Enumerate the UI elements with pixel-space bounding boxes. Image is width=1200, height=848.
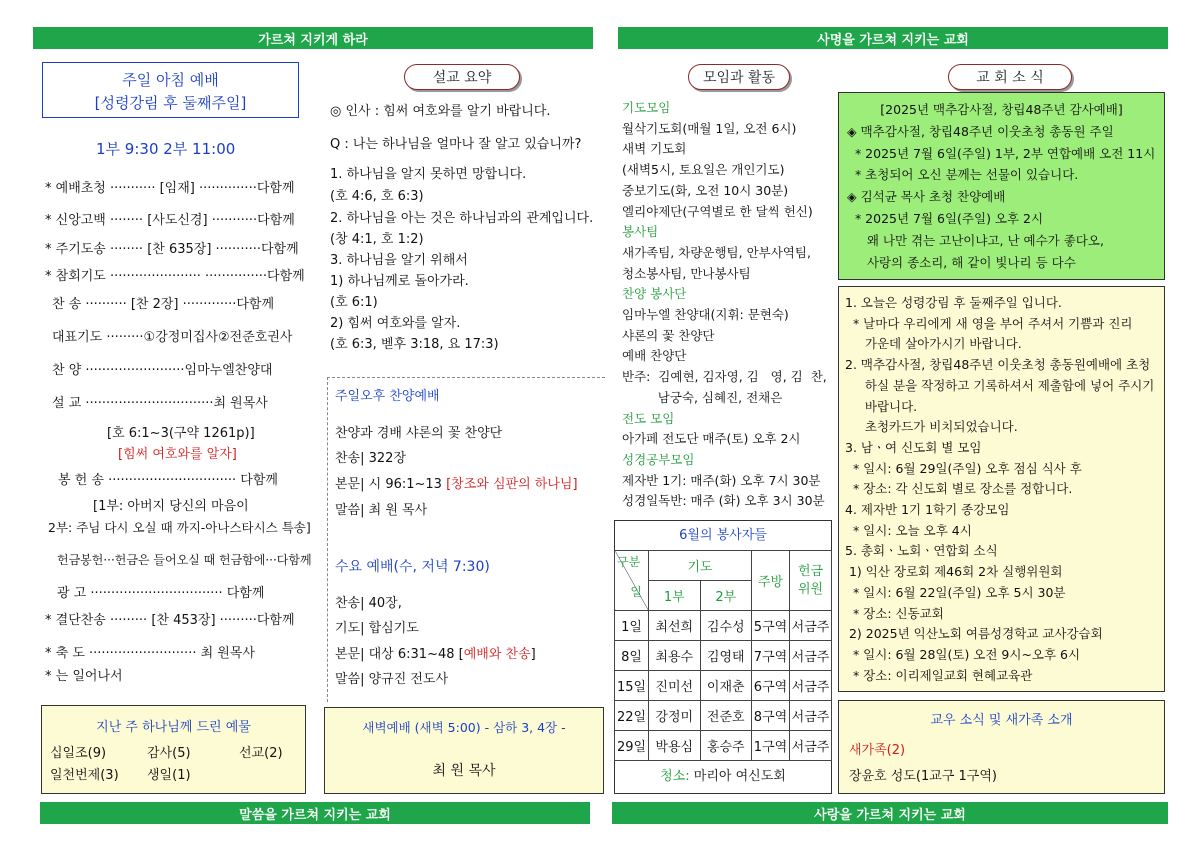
summary-line: Q : 나는 하나님을 얼마나 잘 알고 있습니까?	[330, 137, 582, 152]
news-green-line: 사랑의 종소리, 해 같이 빛나리 등 다수	[847, 254, 1076, 270]
green-lines	[839, 93, 1164, 273]
news-yellow-line: 가운데 살아가시기 바랍니다.	[845, 336, 1022, 352]
summary-line: 1) 하나님께로 돌아가라.	[330, 274, 469, 289]
summary-line: 2. 하나님을 아는 것은 하나님과의 관계입니다.	[330, 211, 594, 226]
activity-heading: 전도 모임	[622, 410, 675, 426]
header-bar-left: 가르쳐 지키게 하라	[33, 27, 593, 49]
summary-line: (호 6:3, 벧후 3:18, 요 17:3)	[330, 337, 499, 352]
activity-item: 월삭기도회(매월 1일, 오전 6시)	[622, 120, 797, 136]
new-family-person: 장윤호 성도(1교구 1구역)	[849, 769, 997, 784]
news-yellow-line: * 날마다 우리에게 새 영을 부어 주셔서 기쁨과 진리	[845, 315, 1133, 331]
order-item: * 신앙고백 ········ [사도신경] ···········다함께	[45, 213, 295, 228]
table-cell: 8일	[615, 641, 649, 671]
wednesday-line: 찬송| 40장,	[335, 596, 402, 611]
sermon-summary-label: 설교 요약	[404, 64, 520, 90]
order-item: 설 교 ·······························최 원목사	[52, 396, 268, 411]
servants-body	[615, 611, 832, 761]
offering-item: 헌금봉헌···헌금은 들어오실 때 헌금함에···다함께	[57, 553, 312, 567]
table-cell: 김수성	[700, 611, 752, 641]
table-row	[615, 701, 832, 731]
news-yellow-line: 2. 맥추감사절, 창립48주년 이웃초청 총동원예배에 초청	[845, 357, 1151, 373]
header-gubun: 구분	[617, 555, 641, 569]
news-yellow-line: 3. 남ㆍ여 신도회 별 모임	[845, 439, 982, 455]
activity-item: 제자반 1기: 매주(화) 오후 7시 30분	[622, 472, 821, 488]
news-yellow-line: 2) 2025년 익산노회 여름성경학교 교사강습회	[845, 626, 1103, 642]
news-yellow-line: * 장소: 각 신도회 별로 장소를 정합니다.	[845, 481, 1073, 497]
header-2bu: 2부	[700, 581, 752, 611]
header-corner	[615, 551, 649, 611]
table-cell: 22일	[615, 701, 649, 731]
activity-item: 예배 찬양단	[622, 348, 687, 364]
wednesday-text: ]	[530, 647, 536, 662]
footer-bar-left: 말씀을 가르쳐 지키는 교회	[40, 802, 590, 824]
table-cell: 서금주	[790, 611, 832, 641]
news-yellow-line: * 일시: 오늘 오후 4시	[845, 522, 972, 538]
activity-item: 엘리야제단(구역별로 한 달씩 헌신)	[622, 203, 813, 219]
table-cell: 강정미	[649, 701, 701, 731]
activity-heading: 찬양 봉사단	[622, 286, 687, 302]
offering-count: 십일조(9)	[50, 746, 107, 761]
footer-bar-right: 사랑을 가르쳐 지키는 교회	[612, 802, 1168, 824]
news-green-line: 왜 나만 겪는 고난이냐고, 난 예수가 좋다오,	[847, 232, 1104, 248]
worship-title: 주일 아침 예배	[122, 71, 219, 89]
offering-count: 생일(1)	[147, 768, 191, 783]
activity-heading: 기도모임	[622, 100, 671, 115]
header-il: 일	[630, 585, 642, 599]
news-yellow-line: 바랍니다.	[845, 398, 918, 414]
order-item: 찬 양 ························임마누엘찬양대	[52, 363, 273, 378]
table-cell: 29일	[615, 731, 649, 761]
news-yellow-line: * 일시: 6월 29일(주일) 오후 점심 식사 후	[845, 460, 1082, 476]
dawn-preacher: 최 원 목사	[432, 763, 496, 779]
table-cell: 서금주	[790, 671, 832, 701]
dawn-title: 새벽예배 (새벽 5:00) - 삼하 3, 4장 -	[362, 720, 566, 735]
table-cell: 박용심	[649, 731, 701, 761]
table-cell: 서금주	[790, 641, 832, 671]
table-cell: 서금주	[790, 731, 832, 761]
afternoon-title: 주일오후 찬양예배	[335, 389, 440, 404]
header-1bu: 1부	[649, 581, 701, 611]
activity-item: 중보기도(화, 오전 10시 30분)	[622, 182, 789, 198]
news-green-line: ◈ 맥추감사절, 창립48주년 이웃초청 총동원 주일	[847, 123, 1114, 139]
news-yellow-line: * 장소: 이리제일교회 현혜교육관	[845, 667, 1033, 683]
table-cell: 김영태	[700, 641, 752, 671]
header-offering-1: 헌금	[797, 563, 824, 579]
standing-note: * 는 일어나서	[45, 669, 123, 684]
order-item: * 참회기도 ······················ ···············다함께	[45, 269, 305, 284]
summary-line: 2) 힘써 여호와를 알자.	[330, 316, 461, 331]
new-family-label: 새가족(2)	[849, 743, 906, 758]
summary-line: (호 4:6, 호 6:3)	[330, 189, 424, 204]
activity-heading: 성경공부모임	[622, 451, 695, 467]
offering-count: 일천번제(3)	[50, 768, 119, 783]
order-item: * 예배초청 ··········· [임재] ··············다함께	[45, 181, 295, 196]
offering-count: 선교(2)	[239, 746, 283, 761]
table-row	[615, 671, 832, 701]
news-yellow-line: 1) 익산 장로회 제46회 2차 실행위원회	[845, 564, 1063, 580]
table-cell: 1구역	[752, 731, 790, 761]
cleaning-value: 마리아 여신도회	[689, 769, 786, 784]
cleaning-line	[614, 768, 832, 786]
servants-table	[614, 550, 832, 761]
activity-item: 새벽 기도회	[622, 141, 687, 157]
afternoon-text: 본문| 시 96:1~13	[335, 477, 447, 492]
table-cell: 최용수	[649, 641, 701, 671]
offerings-box	[41, 705, 306, 794]
summary-line: (창 4:1, 호 1:2)	[330, 232, 424, 247]
news-green-line: ◈ 김석균 목사 초청 찬양예배	[847, 189, 1006, 205]
afternoon-line: 찬양과 경배 샤론의 꽃 찬양단	[335, 426, 503, 441]
table-cell: 이재춘	[700, 671, 752, 701]
order-item: * 주기도송 ········ [찬 635장] ···········다함께	[45, 242, 299, 257]
table-cell: 전준호	[700, 701, 752, 731]
activity-heading: 봉사팀	[622, 224, 659, 240]
activity-item: 샤론의 꽃 찬양단	[622, 327, 715, 343]
news-yellow-line: 4. 제자반 1기 1학기 종강모임	[845, 502, 1010, 518]
table-cell: 홍승주	[700, 731, 752, 761]
header-bar-right: 사명을 가르쳐 지키는 교회	[618, 27, 1168, 49]
news-yellow-box	[838, 286, 1165, 692]
news-yellow-line: 초청카드가 비치되었습니다.	[845, 419, 1018, 435]
worship-title-box	[42, 62, 299, 118]
news-green-box	[838, 92, 1165, 280]
dawn-box	[324, 707, 604, 794]
table-row	[615, 611, 832, 641]
offering-note-2: 2부: 주님 다시 오실 때 까지-아나스타시스 특송]	[48, 520, 311, 535]
activity-item: 임마누엘 찬양대(지휘: 문현숙)	[622, 307, 789, 323]
table-cell: 8구역	[752, 701, 790, 731]
cleaning-label: 청소:	[660, 769, 690, 784]
table-cell: 15일	[615, 671, 649, 701]
wednesday-line: 기도| 합심기도	[335, 621, 419, 636]
header-kitchen: 주방	[752, 551, 790, 611]
news-yellow-line: 하실 분을 작정하고 기록하셔서 제출함에 넣어 주시기	[845, 377, 1155, 393]
news-yellow-line: 5. 총회ㆍ노회ㆍ연합회 소식	[845, 543, 998, 559]
offerings-title: 지난 주 하나님께 드린 예물	[96, 720, 251, 735]
summary-line: 1. 하나님을 알지 못하면 망합니다.	[330, 167, 527, 182]
news-label: 교 회 소 식	[948, 64, 1072, 90]
activity-item: 반주: 김예현, 김자영, 김 영, 김 찬,	[622, 369, 827, 385]
benediction-item: * 축 도 ·························· 최 원목사	[45, 646, 255, 661]
wednesday-line	[335, 646, 536, 664]
order-item: 찬 송 ·········· [찬 2장] ·············다함께	[52, 297, 275, 312]
worship-times: 1부 9:30 2부 11:00	[96, 140, 236, 158]
offering-song: 봉 헌 송 ······························· 다함께	[58, 473, 278, 488]
afternoon-line	[335, 476, 578, 494]
wednesday-theme: 예배와 찬송	[463, 647, 531, 662]
table-cell: 7구역	[752, 641, 790, 671]
closing-song-item: * 결단찬송 ········· [찬 453장] ·········다함께	[45, 613, 295, 628]
wednesday-title: 수요 예배(수, 저녁 7:30)	[335, 559, 490, 575]
table-cell: 6구역	[752, 671, 790, 701]
summary-line: 3. 하나님을 알기 위해서	[330, 253, 468, 268]
news-green-line: * 2025년 7월 6일(주일) 오후 2시	[847, 210, 1044, 226]
header-prayer: 기도	[649, 551, 752, 581]
header-offering	[790, 551, 832, 611]
table-cell: 진미선	[649, 671, 701, 701]
afternoon-theme: [창조와 심판의 하나님]	[446, 477, 578, 492]
afternoon-line: 말씀| 최 원 목사	[335, 503, 428, 518]
servants-title: 6월의 봉사자들	[679, 528, 767, 543]
sermon-reference: [호 6:1~3(구약 1261p)]	[107, 426, 255, 441]
news-yellow-line: * 장소: 신동교회	[845, 605, 944, 621]
wednesday-text: 본문| 대상 6:31~48 [	[335, 647, 464, 662]
offering-note-1: [1부: 아버지 당신의 마음이	[93, 499, 249, 514]
activities-list	[622, 98, 832, 512]
news-yellow-line: 1. 오늘은 성령강림 후 둘째주일 입니다.	[845, 295, 1062, 310]
sermon-title: [힘써 여호와를 알자]	[118, 447, 237, 462]
header-offering-2: 위원	[797, 581, 824, 597]
activity-item: 남궁숙, 심혜진, 전채은	[622, 389, 783, 405]
offering-count: 감사(5)	[147, 746, 191, 761]
news-yellow-line: * 일시: 6월 28일(토) 오전 9시~오후 6시	[845, 646, 1081, 662]
table-row	[615, 641, 832, 671]
announcements-item: 광 고 ································ 다함께	[57, 586, 265, 601]
worship-subtitle: [성령강림 후 둘째주일]	[94, 94, 247, 112]
summary-line: (호 6:1)	[330, 295, 378, 310]
table-row	[615, 731, 832, 761]
table-cell: 서금주	[790, 701, 832, 731]
activity-item: 청소봉사팀, 만나봉사팀	[622, 265, 751, 281]
members-title: 교우 소식 및 새가족 소개	[930, 713, 1073, 728]
activity-item: 새가족팀, 차량운행팀, 안부사역팀,	[622, 244, 811, 260]
news-green-line: * 2025년 7월 6일(주일) 1부, 2부 연합예배 오전 11시	[847, 145, 1156, 161]
order-item: 대표기도 ·········①강정미집사②전준호권사	[52, 330, 293, 345]
table-cell: 최선희	[649, 611, 701, 641]
activity-item: 아가페 전도단 매주(토) 오후 2시	[622, 431, 801, 447]
news-green-line: [2025년 맥추감사절, 창립48주년 감사예배]	[880, 102, 1123, 117]
afternoon-line: 찬송| 322장	[335, 451, 406, 466]
members-box	[838, 700, 1165, 794]
yellow-lines	[839, 287, 1164, 686]
news-yellow-line: * 일시: 6월 22일(주일) 오후 5시 30분	[845, 584, 1066, 600]
table-cell: 1일	[615, 611, 649, 641]
summary-line: ◎ 인사 : 힘써 여호와를 알기 바랍니다.	[330, 104, 551, 119]
news-green-line: * 초청되어 오신 분께는 선물이 있습니다.	[847, 167, 1079, 183]
wednesday-line: 말씀| 양규진 전도사	[335, 672, 449, 687]
activity-item: 성경일독반: 매주 (화) 오후 3시 30분	[622, 493, 825, 509]
activities-label: 모임과 활동	[688, 64, 790, 90]
table-cell: 5구역	[752, 611, 790, 641]
activity-item: (새벽5시, 토요일은 개인기도)	[622, 162, 785, 178]
